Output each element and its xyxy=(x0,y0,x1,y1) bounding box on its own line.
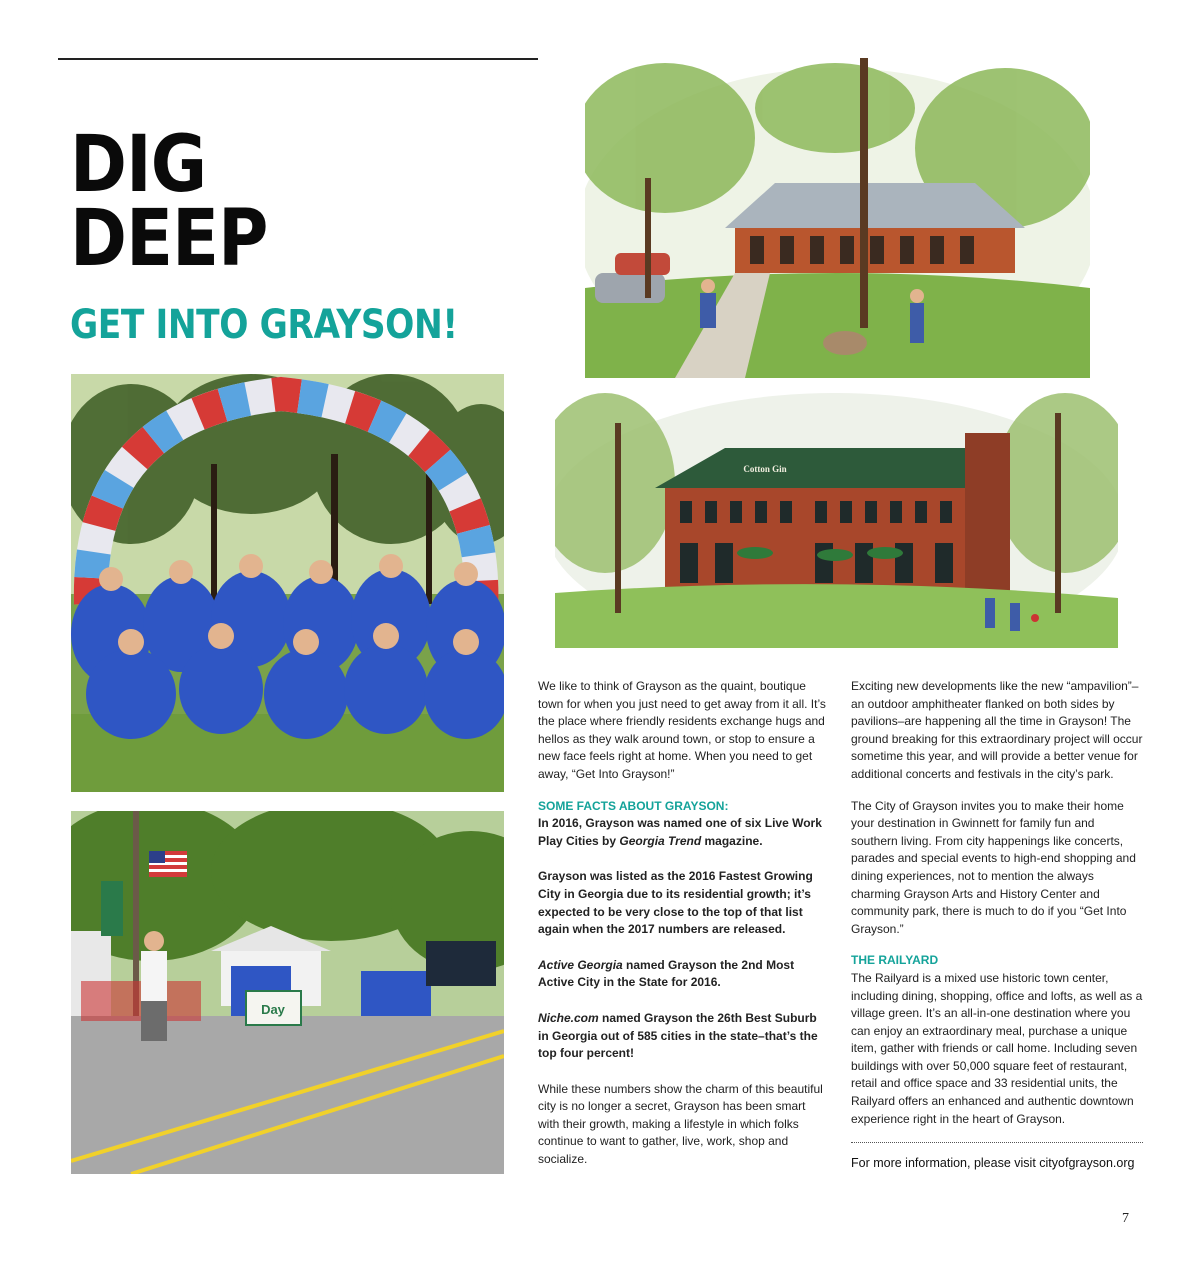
page-number: 7 xyxy=(1122,1211,1129,1226)
fact-1-publication: Georgia Trend xyxy=(619,833,702,848)
fact-1-text-b: magazine. xyxy=(701,833,763,848)
fact-4 xyxy=(538,1010,830,1063)
group-photo-icon xyxy=(71,374,504,792)
ampavilion-paragraph: Exciting new developments like the new “ampavilion”–an outdoor amphitheater flanked on both sides by pavilions–are happening all the time in Grayson! The ground breaking for this extraordinary project will occur sometime this year, and will provide a better venue for additional concerts and festivals in the city’s park. xyxy=(851,679,1143,781)
right-text-column xyxy=(851,678,1143,1173)
parade-photo-icon xyxy=(71,811,504,1174)
fact-2: Grayson was listed as the 2016 Fastest Growing City in Georgia due to its residential growth; it’s expected to be very close to the top of that list again when the 2017 numbers are released. xyxy=(538,869,813,937)
left-text-column xyxy=(538,678,830,1183)
facts-heading: SOME FACTS ABOUT GRAYSON: xyxy=(538,798,729,813)
fact-3-publication: Active Georgia xyxy=(538,957,623,972)
railyard-heading: THE RAILYARD xyxy=(851,953,939,968)
fact-3-text: named Grayson the 2nd Most Active City in the State for 2016. xyxy=(538,957,795,990)
railyard-paragraph: The Railyard is a mixed use historic town center, including dining, shopping, office and lofts, as well as a village green. It’s an all-in-one destination where you can enjoy an extraordinary meal, purchase a unique item, gather with friends or call home. Including seven buildings with over 50,000 square feet of restaurant, retail and office space and 33 residential units, the Railyard offers an enhanced and authentic downtown experience right in the heart of Grayson. xyxy=(851,970,1143,1126)
fact-4-text: named Grayson the 26th Best Suburb in Georgia out of 585 cities in the state–that’s the top four percent! xyxy=(538,1010,818,1061)
closing-paragraph: While these numbers show the charm of this beautiful city is no longer a secret, Grayson has been smart with their growth, making a lifestyle in which folks continue to want to gather, live, work, shop and socialize. xyxy=(538,1081,823,1167)
banner-text: Day xyxy=(261,1002,285,1017)
subheadline: GET INTO GRAYSON! xyxy=(70,302,458,348)
headline xyxy=(70,120,268,284)
building-sign: Cotton Gin xyxy=(743,464,787,474)
fact-1 xyxy=(538,815,830,850)
fact-3 xyxy=(538,957,830,992)
headline-line-1: DIG xyxy=(70,120,207,210)
dotted-divider xyxy=(851,1142,1143,1143)
park-rendering-icon xyxy=(585,58,1090,378)
invitation-paragraph: The City of Grayson invites you to make their home your destination in Gwinnett for family fun and southern living. From city happenings like concerts, parades and special events to high-end shopping and dining experiences, not to mention the always charming Grayson Arts and History Center and community park, there is much to do if you “Get Into Grayson.” xyxy=(851,798,1136,936)
headline-line-2: DEEP xyxy=(70,194,268,284)
fact-1-text-a: In 2016, Grayson was named one of six Live Work Play Cities by xyxy=(538,816,822,848)
top-rule xyxy=(58,58,538,60)
fact-4-publication: Niche.com xyxy=(538,1010,599,1025)
more-info-link[interactable]: For more information, please visit cityofgrayson.org xyxy=(851,1156,1135,1171)
building-rendering-icon xyxy=(555,393,1118,648)
intro-paragraph: We like to think of Grayson as the quaint, boutique town for when you just need to get away from it all. It’s the place where friendly residents exchange hugs and hellos as they walk around town, or stop to ensure a new face feels right at home. When you need to get away, “Get Into Grayson!” xyxy=(538,679,826,781)
